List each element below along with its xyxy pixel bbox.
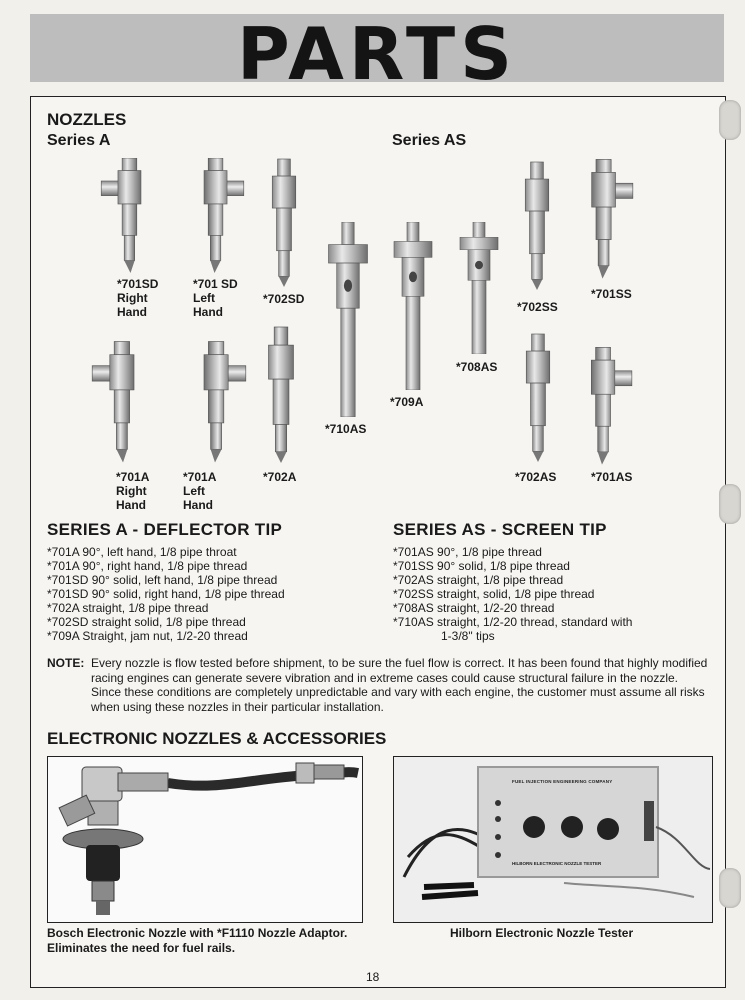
part-label: *701SS [591,287,632,301]
binder-tab [719,100,741,140]
nozzle-710as-image [324,222,372,417]
part-label: *702A [263,470,297,484]
list-item: *702A straight, 1/8 pipe thread [47,601,209,615]
part-label: *701AS [591,470,633,484]
binder-tab [719,484,741,524]
list-item: *710AS straight, 1/2-20 thread, standard with [393,615,633,629]
nozzle-701a-right-image [90,340,156,464]
list-item: *702SD straight solid, 1/8 pipe thread [47,615,246,629]
series-as-spec-list [393,545,632,643]
note-label: NOTE: [47,656,85,670]
list-item: *701SS 90° solid, 1/8 pipe thread [393,559,570,573]
list-item: *701AS 90°, 1/8 pipe thread [393,545,542,559]
nozzle-tester-photo [393,756,713,923]
nozzle-708as-image [456,222,502,354]
part-label: *701A Left Hand [183,470,217,512]
series-as-section-heading: SERIES AS - SCREEN TIP [393,520,607,539]
part-label: *709A [390,395,424,409]
list-item: *702SS straight, solid, 1/8 pipe thread [393,587,595,601]
series-a-heading: Series A [47,132,111,149]
bosch-caption: Bosch Electronic Nozzle with *F1110 Nozzle Adaptor. Eliminates the need for fuel rails. [47,926,348,955]
list-item: *701SD 90° solid, right hand, 1/8 pipe thread [47,587,285,601]
electronic-heading: ELECTRONIC NOZZLES & ACCESSORIES [47,729,387,748]
page-number: 18 [366,970,380,984]
nozzle-701sd-left-image [182,158,247,273]
series-a-spec-list [47,545,285,643]
part-label: *710AS [325,422,367,436]
part-label: *702SD [263,292,305,306]
part-label: *708AS [456,360,498,374]
nozzle-702a-image [264,326,298,464]
tester-panel-subtext: HILBORN ELECTRONIC NOZZLE TESTER [512,861,602,866]
list-item: *709A Straight, jam nut, 1/2-20 thread [47,629,248,643]
nozzle-701ss-image [570,158,635,280]
nozzle-701as-image [570,344,634,468]
bosch-nozzle-photo [47,756,363,923]
note-text: Every nozzle is flow tested before shipment, to be sure the fuel flow is correct. It has been found that highly modified racing engines can generate severe vibration and in extreme cases could cause structural failure in the nozzle. Since these conditions are completely unpredictable and vary with each engine, the customer must assume all risks when using these nozzles in their particular installation. [91,656,708,714]
bosch-nozzle-illustration [48,757,362,922]
page-title: PARTS [236,12,518,96]
list-item: *701A 90°, right hand, 1/8 pipe thread [47,559,248,573]
tester-caption: Hilborn Electronic Nozzle Tester [450,926,634,940]
part-label: *701SD Right Hand [117,277,159,319]
series-a-section-heading: SERIES A - DEFLECTOR TIP [47,520,283,539]
tester-panel-text: FUEL INJECTION ENGINEERING COMPANY [512,779,613,784]
part-label: *701 SD Left Hand [193,277,238,319]
nozzle-709a-image [390,222,436,390]
series-as-heading: Series AS [392,132,467,149]
part-label: *702AS [515,470,557,484]
binder-tab [719,868,741,908]
nozzle-701sd-right-image [98,158,163,273]
nozzles-heading: NOZZLES [47,110,127,129]
part-label: *701A Right Hand [116,470,150,512]
list-item: *701A 90°, left hand, 1/8 pipe throat [47,545,237,559]
nozzle-702sd-image [268,158,300,288]
list-item: *702AS straight, 1/8 pipe thread [393,573,564,587]
part-label: *702SS [517,300,558,314]
nozzle-701a-left-image [182,340,248,464]
header-bar [30,12,724,96]
list-item: *701SD 90° solid, left hand, 1/8 pipe thread [47,573,278,587]
nozzle-702ss-image [521,160,553,292]
list-item: 1-3/8" tips [441,629,495,643]
nozzle-702as-image [522,330,554,466]
list-item: *708AS straight, 1/2-20 thread [393,601,555,615]
